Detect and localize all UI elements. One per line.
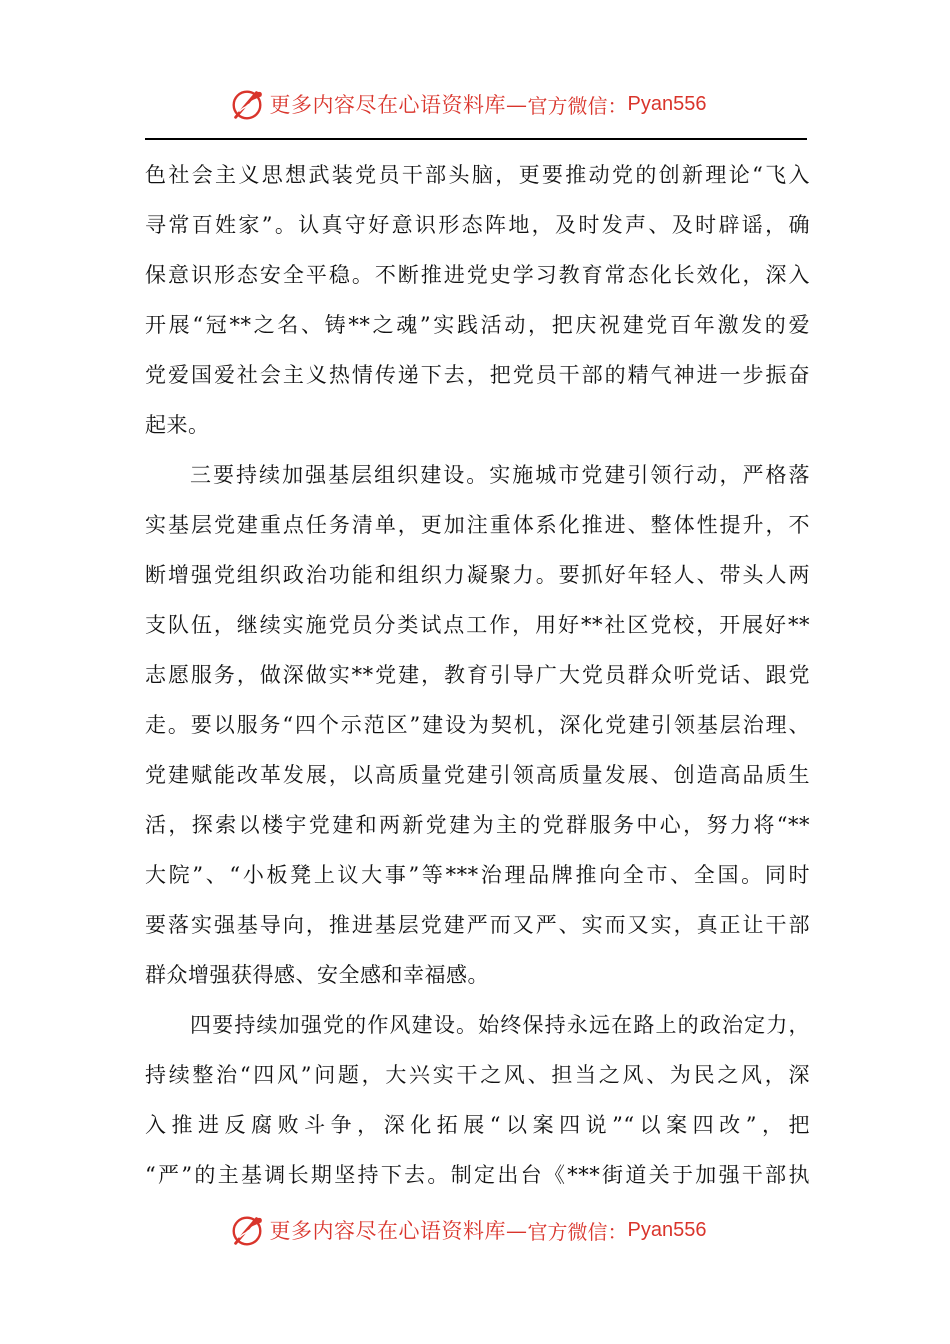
- text-line: 断增强党组织政治功能和组织力凝聚力。要抓好年轻人、带头人两: [145, 563, 810, 587]
- header-divider: [145, 138, 807, 140]
- text-line: “严”的主基调长期坚持下去。制定出台《***街道关于加强干部执: [145, 1163, 810, 1187]
- text-line: 寻常百姓家”。认真守好意识形态阵地，及时发声、及时辟谣，确: [145, 213, 810, 237]
- paragraph: [145, 1000, 810, 1200]
- text-line: 党建赋能改革发展，以高质量党建引领高质量发展、创造高品质生: [145, 763, 810, 787]
- banner-wechat-id: Pyan556: [627, 92, 707, 115]
- text-line: 实基层党建重点任务清单，更加注重体系化推进、整体性提升，不: [145, 513, 810, 537]
- banner-wechat-id: Pyan556: [627, 1218, 707, 1241]
- text-line: 开展“冠**之名、铸**之魂”实践活动，把庆祝建党百年激发的爱: [145, 313, 810, 337]
- text-line: 走。要以服务“四个示范区”建设为契机，深化党建引领基层治理、: [145, 713, 810, 737]
- quill-logo-icon: [228, 85, 266, 123]
- paragraph: [145, 450, 810, 1000]
- banner-wechat-label: 官方微信：: [527, 93, 628, 118]
- banner-text: 更多内容尽在心语资料库—: [269, 93, 528, 117]
- text-line: 活，探索以楼宇党建和两新党建为主的党群服务中心，努力将“**: [145, 813, 810, 837]
- text-line: 保意识形态安全平稳。不断推进党史学习教育常态化长效化，深入: [145, 263, 810, 287]
- text-line: 大院”、“小板凳上议大事”等***治理品牌推向全市、全国。同时: [145, 863, 810, 887]
- text-line: 入推进反腐败斗争，深化拓展“以案四说”“以案四改”，把: [145, 1113, 810, 1137]
- footer-banner: [0, 1210, 950, 1250]
- paragraph: [145, 150, 810, 450]
- text-line: 持续整治“四风”问题，大兴实干之风、担当之风、为民之风，深: [145, 1063, 810, 1087]
- document-body: [145, 150, 810, 1200]
- quill-logo-icon: [228, 1211, 266, 1249]
- text-line: 色社会主义思想武装党员干部头脑，更要推动党的创新理论“飞入: [145, 163, 810, 187]
- text-line: 志愿服务，做深做实**党建，教育引导广大党员群众听党话、跟党: [145, 663, 810, 687]
- text-line: 支队伍，继续实施党员分类试点工作，用好**社区党校，开展好**: [145, 613, 810, 637]
- header-banner: [0, 84, 950, 124]
- text-line: 要落实强基导向，推进基层党建严而又严、实而又实，真正让干部: [145, 913, 810, 937]
- text-line: 党爱国爱社会主义热情传递下去，把党员干部的精气神进一步振奋: [145, 363, 810, 387]
- banner-text: 更多内容尽在心语资料库—: [269, 1219, 528, 1243]
- text-line: 三要持续加强基层组织建设。实施城市党建引领行动，严格落: [190, 463, 810, 487]
- banner-group: [228, 1211, 707, 1249]
- text-line: 起来。: [145, 413, 210, 437]
- text-line: 四要持续加强党的作风建设。始终保持永远在路上的政治定力，: [190, 1013, 810, 1037]
- text-line: 群众增强获得感、安全感和幸福感。: [145, 963, 489, 987]
- banner-wechat-label: 官方微信：: [527, 1219, 628, 1244]
- banner-group: [228, 85, 707, 123]
